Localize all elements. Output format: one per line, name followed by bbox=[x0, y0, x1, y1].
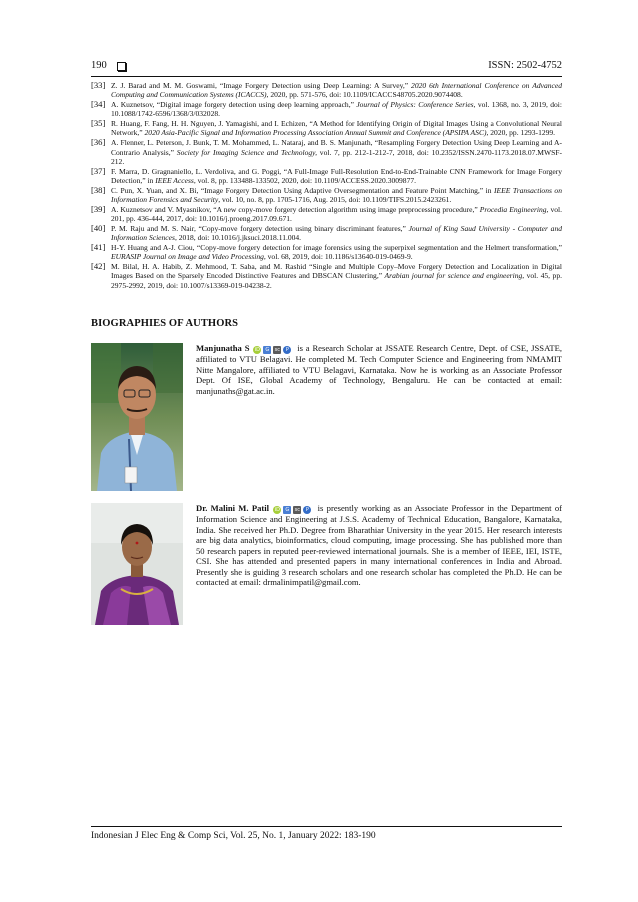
reference-list bbox=[91, 81, 562, 291]
scopus-icon[interactable]: sc bbox=[294, 507, 301, 514]
header-rule bbox=[91, 76, 562, 77]
reference-item bbox=[91, 186, 562, 205]
reference-item bbox=[91, 119, 562, 138]
reference-text: R. Huang, F. Fang, H. H. Nguyen, J. Yamagishi, and I. Echizen, “A Method for Identifying Origin of Digital Images Using a Convolutional Neural Network,” 2020 Asia-Pacific Signal and Information Processing Association Annual Summit and Conference (APSIPA ASC), 2020, pp. 1293-1299. bbox=[111, 119, 562, 138]
reference-text: A. Flenner, L. Peterson, J. Bunk, T. M. Mohammed, L. Nataraj, and B. S. Manjunath, “Resampling Forgery Detection Using Deep Learning and A-Contrario Analysis,” Society for Imaging Science and Technology, vol. 7, pp. 212-1-212-7, 2018, doi: 10.2352/ISSN.2470-1173.2018.07.MWSF-212. bbox=[111, 138, 562, 166]
author-name: Dr. Malini M. Patil bbox=[196, 503, 270, 513]
page-header bbox=[91, 60, 562, 76]
biographies-heading: BIOGRAPHIES OF AUTHORS bbox=[91, 318, 239, 329]
reference-text: A. Kuznetsov and V. Myasnikov, “A new copy-move forgery detection algorithm using image preprocessing procedure,” Procedia Engineering, vol. 201, pp. 436-444, 2017, doi: 10.1016/j.proeng.2017.09.671. bbox=[111, 204, 562, 224]
square-bullet-icon bbox=[117, 62, 126, 71]
reference-number: [40] bbox=[91, 222, 106, 233]
reference-item bbox=[91, 100, 562, 119]
page-footer: Indonesian J Elec Eng & Comp Sci, Vol. 25, No. 1, January 2022: 183-190 bbox=[91, 831, 376, 841]
author-bio-text: is a Research Scholar at JSSATE Research Centre, Dept. of CSE, JSSATE, affiliated to VTU Belagavi. He completed M. Tech Computer Science and Engineering from NMAMIT Nitte Mangalore, affiliated to VTU Belagavi, Karnataka. Now he is working as an Associate Professor Dept. Of ISE, Global Academy of Technology, Bengaluru. He can be contacted at email: manjunaths@gat.ac.in. bbox=[196, 343, 562, 396]
reference-text: H-Y. Huang and A-J. Ciou, “Copy-move forgery detection for image forensics using the superpixel segmentation and the Helmert transformation,” EURASIP Journal on Image and Video Processing, vol. 68, 2019, doi: 10.1186/s13640-019-0469-9. bbox=[111, 243, 562, 262]
reference-item bbox=[91, 243, 562, 262]
author-bio-manjunatha bbox=[196, 343, 562, 396]
reference-item bbox=[91, 224, 562, 243]
reference-number: [34] bbox=[91, 99, 106, 110]
author-name: Manjunatha S bbox=[196, 343, 250, 353]
orcid-icon[interactable]: iD bbox=[254, 347, 260, 354]
google-scholar-icon[interactable]: G bbox=[263, 346, 271, 354]
reference-item bbox=[91, 138, 562, 166]
reference-text: C. Pun, X. Yuan, and X. Bi, “Image Forgery Detection Using Adaptive Oversegmentation and Feature Point Matching,” in IEEE Transactions on Information Forensics and Security, vol. 10, no. 8, pp. 1705-1716, Aug. 2015, doi: 10.1109/TIFS.2015.2423261. bbox=[111, 185, 562, 205]
reference-item bbox=[91, 81, 562, 100]
issn: ISSN: 2502-4752 bbox=[488, 60, 562, 71]
reference-text: M. Bilal, H. A. Habib, Z. Mehmood, T. Saba, and M. Rashid “Single and Multiple Copy–Move Forgery Detection and Localization in Digital Images Based on the Sparsely Encoded Distinctive Features and DBSCAN Clustering,” Arabian journal for science and engineering, vol. 45, pp. 2975-2992, 2019, doi: 10.1007/s13369-019-04238-2. bbox=[111, 262, 562, 290]
author-bio-text: is presently working as an Associate Professor in the Department of Information Science and Engineering at J.S.S. Academy of Technical Education, Bangalore, Karnataka, India. She received her Ph.D. Degree from Bharathiar University in the year 2015. Her research interests are big data analytics, bioinformatics, cloud computing, image processing. She has published more than 50 research papers in reputed peer-reviewed international journals. She is a member of IEEE, IEI, ISTE, CSI. She has attended and presented papers in many international conferences in India and Abroad. Presently she is guiding 3 research scholars and one research scholar has completed the Ph.D. He can be contacted at email: drmalinimpatil@gmail.com. bbox=[196, 503, 562, 588]
reference-number: [36] bbox=[91, 137, 106, 148]
reference-number: [33] bbox=[91, 80, 106, 90]
reference-text: P. M. Raju and M. S. Nair, “Copy-move forgery detection using binary discriminant features,” Journal of King Saud University - Computer and Information Sciences, 2018, doi: 10.1016/j.jksuci.2018.11.004. bbox=[111, 223, 562, 243]
author-photo-manjunatha bbox=[91, 343, 183, 491]
profile-icons bbox=[273, 504, 313, 514]
google-scholar-icon[interactable]: G bbox=[283, 506, 291, 514]
profile-icons bbox=[253, 344, 293, 354]
author-bio-malini bbox=[196, 503, 562, 588]
reference-text: A. Kuznetsov, “Digital image forgery detection using deep learning approach,” Journal of Physics: Conference Series, vol. 1368, no. 3, 2019, doi: 10.1088/1742-6596/1368/3/032028. bbox=[111, 100, 562, 119]
reference-text: Z. J. Barad and M. M. Goswami, “Image Forgery Detection using Deep Learning: A Survey,” 2020 6th International Conference on Advanced Computing and Communication Systems (ICACCS), 2020, pp. 571-576, doi: 10.1109/ICACCS48705.2020.9074408. bbox=[111, 81, 562, 100]
orcid-icon[interactable]: iD bbox=[274, 507, 280, 514]
page-number: 190 bbox=[91, 60, 107, 71]
author-photo-malini bbox=[91, 503, 183, 625]
reference-number: [42] bbox=[91, 261, 106, 272]
reference-item bbox=[91, 205, 562, 224]
publons-icon[interactable]: P bbox=[303, 506, 311, 514]
scopus-icon[interactable]: sc bbox=[274, 347, 281, 354]
reference-number: [39] bbox=[91, 203, 106, 214]
reference-number: [37] bbox=[91, 165, 106, 176]
reference-item bbox=[91, 167, 562, 186]
reference-number: [38] bbox=[91, 184, 106, 195]
reference-number: [41] bbox=[91, 242, 106, 253]
reference-text: F. Marra, D. Gragnaniello, L. Verdoliva, and G. Poggi, “A Full-Image Full-Resolution End-to-End-Trainable CNN Framework for Image Forgery Detection,” in IEEE Access, vol. 8, pp. 133488-133502, 2020, doi: 10.1109/ACCESS.2020.3009877. bbox=[111, 166, 562, 185]
publons-icon[interactable]: P bbox=[283, 346, 291, 354]
reference-number: [35] bbox=[91, 118, 106, 129]
footer-rule bbox=[91, 826, 562, 827]
reference-item bbox=[91, 262, 562, 290]
